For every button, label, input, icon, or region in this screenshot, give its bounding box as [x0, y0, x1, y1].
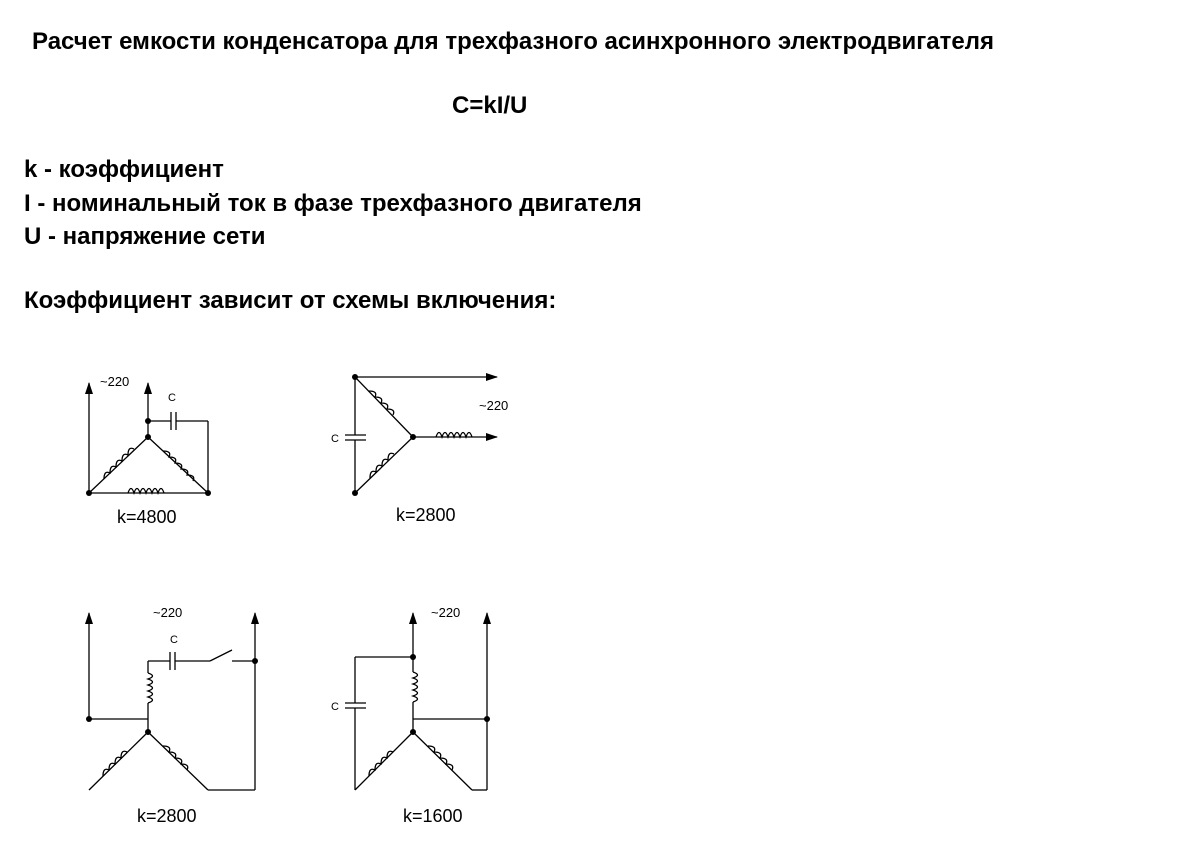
- diagram-delta-k4800: [86, 374, 211, 527]
- node: [252, 658, 258, 664]
- diagram-star-k2800: [331, 374, 508, 525]
- coefficient-label: k=1600: [403, 806, 463, 826]
- voltage-label: ~220: [479, 398, 509, 413]
- voltage-label: ~220: [100, 374, 130, 389]
- node: [86, 490, 92, 496]
- page-title: Расчет емкости конденсатора для трехфазного асинхронного электродвигателя: [32, 28, 994, 55]
- definition-k: k - коэффициент: [24, 156, 224, 183]
- capacitor-label: C: [331, 701, 339, 713]
- winding-coil: [436, 433, 472, 438]
- node: [145, 729, 151, 735]
- node: [145, 418, 151, 424]
- winding-coil: [128, 489, 164, 494]
- capacitor-label: C: [170, 634, 178, 646]
- switch: [210, 650, 232, 661]
- diagram-star-switch-k2800: [86, 605, 258, 826]
- coefficient-label: k=4800: [117, 507, 177, 527]
- node: [352, 374, 358, 380]
- voltage-label: ~220: [153, 605, 183, 620]
- capacitor-label: C: [331, 433, 339, 445]
- coefficient-label: k=2800: [396, 505, 456, 525]
- capacitance-formula: C=kI/U: [452, 92, 528, 119]
- node: [205, 490, 211, 496]
- voltage-label: ~220: [431, 605, 461, 620]
- diagram-star-cap-k1600: [331, 605, 490, 826]
- dependency-heading: Коэффициент зависит от схемы включения:: [24, 287, 557, 314]
- coefficient-label: k=2800: [137, 806, 197, 826]
- winding-coil: [148, 673, 153, 703]
- capacitor-label: C: [168, 392, 176, 404]
- node: [484, 716, 490, 722]
- definition-i: I - номинальный ток в фазе трехфазного двигателя: [24, 190, 642, 217]
- node: [410, 654, 416, 660]
- node: [86, 716, 92, 722]
- definition-u: U - напряжение сети: [24, 223, 266, 250]
- node: [410, 729, 416, 735]
- node: [410, 434, 416, 440]
- node: [352, 490, 358, 496]
- winding-coil: [413, 672, 418, 702]
- node: [145, 434, 151, 440]
